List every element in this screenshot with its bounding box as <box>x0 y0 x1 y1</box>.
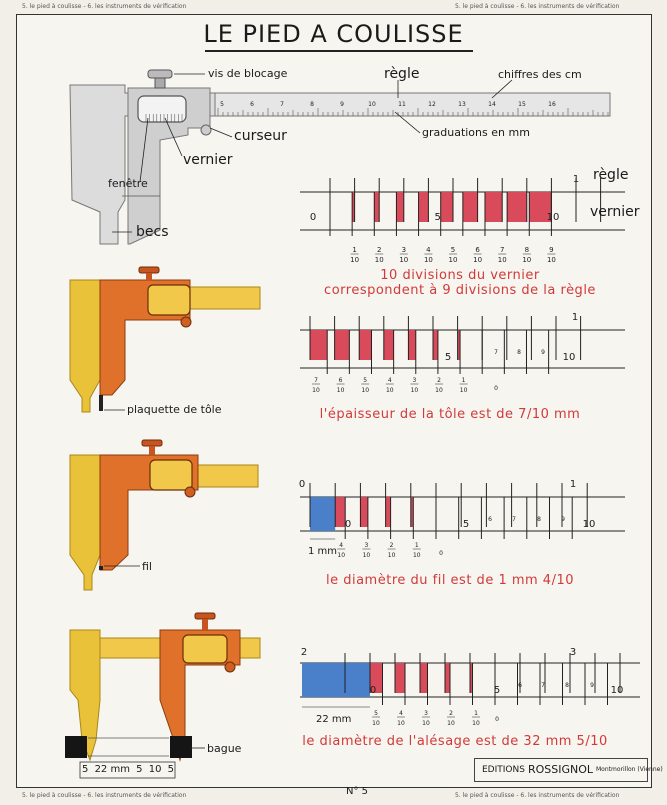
diff-bar <box>310 330 327 360</box>
fraction-den: 10 <box>372 720 380 727</box>
fraction-num: 6 <box>475 246 480 254</box>
caliper-tole <box>70 267 260 412</box>
vernier-five: 5 <box>434 212 441 223</box>
footer-brand: ROSSIGNOL <box>528 763 594 776</box>
fraction-num: 5 <box>374 710 378 717</box>
diff-bar <box>441 192 453 222</box>
diff-bar <box>433 330 438 360</box>
diff-bar <box>419 192 429 222</box>
label-nine: 9 <box>590 682 594 689</box>
dim-1mm: 1 mm <box>308 546 338 557</box>
label-nine: 9 <box>541 349 545 356</box>
mm-bar <box>310 497 335 531</box>
zero-mark: 0 <box>439 550 443 557</box>
regle-two: 2 <box>300 647 308 658</box>
ruler-cm-label: 10 <box>368 101 376 108</box>
fraction-den: 10 <box>312 387 320 394</box>
fraction-num: 3 <box>424 710 428 717</box>
label-fenetre: fenêtre <box>108 177 148 190</box>
fraction-num: 4 <box>399 710 403 717</box>
label-becs: becs <box>136 224 169 240</box>
fraction-num: 1 <box>474 710 478 717</box>
fraction-den: 10 <box>387 552 396 559</box>
fraction-den: 10 <box>497 256 507 264</box>
ruler-cm-label: 14 <box>488 101 496 108</box>
fraction-num: 1 <box>414 542 419 549</box>
margin-text-top-right: 5. le pied à coulisse - 6. les instruments de vérification <box>455 3 620 10</box>
label-eight: 8 <box>565 682 569 689</box>
diff-bar <box>507 192 527 222</box>
margin-text-top-left: 5. le pied à coulisse - 6. les instruments de vérification <box>22 3 187 10</box>
fraction-den: 10 <box>447 720 455 727</box>
ruler-cm-label: 8 <box>310 101 314 108</box>
label-six: 6 <box>488 516 492 523</box>
diff-bar <box>395 663 405 693</box>
ruler-cm-label: 12 <box>428 101 436 108</box>
fraction-num: 1 <box>352 246 357 254</box>
measure-part: 22 mm <box>94 764 130 775</box>
label-nine: 9 <box>561 516 565 523</box>
margin-text-bottom-right: 5. le pied à coulisse - 6. les instruments de vérification <box>455 792 620 799</box>
label-eight: 8 <box>517 349 521 356</box>
caption-vernier-line1: 10 divisions du vernier <box>380 268 540 283</box>
ruler-cm-label: 11 <box>398 101 406 108</box>
fraction-num: 7 <box>499 246 505 254</box>
fraction-num: 7 <box>314 377 318 384</box>
ruler-cm-label: 9 <box>340 101 344 108</box>
caliper-fil <box>70 440 258 590</box>
regle-one: 1 <box>572 174 580 185</box>
ruler-cm-label: 16 <box>548 101 556 108</box>
vernier-five: 5 <box>444 352 452 363</box>
label-six: 6 <box>518 682 522 689</box>
label-plaquette-de-tole: plaquette de tôle <box>127 403 222 416</box>
diff-bar <box>396 192 403 222</box>
diff-bar <box>386 497 391 527</box>
diff-bar <box>408 330 415 360</box>
measure-part: 5 <box>136 764 143 775</box>
label-fil: fil <box>142 560 152 573</box>
diff-bar <box>463 192 478 222</box>
diff-bar <box>335 330 350 360</box>
label-vis-de-blocage: vis de blocage <box>208 67 288 80</box>
diff-bar <box>420 663 428 693</box>
fraction-den: 10 <box>410 387 419 394</box>
bottom-measure <box>82 764 174 775</box>
diagram-label-vernier: vernier <box>590 204 640 220</box>
fraction-num: 4 <box>426 246 431 254</box>
fraction-den: 10 <box>350 256 360 264</box>
diff-bar <box>374 192 379 222</box>
footer-city: Montmorillon (Vienne) <box>596 766 663 773</box>
margin-text-bottom-left: 5. le pied à coulisse - 6. les instruments de vérification <box>22 792 187 799</box>
fraction-num: 3 <box>412 377 417 384</box>
measure-part: 5 <box>167 764 174 775</box>
ruler-cm-label: 6 <box>250 101 254 108</box>
vernier-ten: 10 <box>562 352 576 363</box>
label-graduations-en-mm: graduations en mm <box>422 126 530 139</box>
page-title: LE PIED A COULISSE <box>203 20 464 48</box>
mm-bar <box>302 663 370 697</box>
fraction-den: 10 <box>546 256 556 264</box>
fraction-num: 8 <box>524 246 530 254</box>
diff-bar <box>360 497 368 527</box>
fraction-den: 10 <box>361 387 370 394</box>
fraction-den: 10 <box>472 720 480 727</box>
fraction-den: 10 <box>374 256 384 264</box>
diff-bar <box>359 330 371 360</box>
measure-part: 10 <box>148 764 162 775</box>
diagram-label-regle: règle <box>593 167 629 183</box>
fraction-den: 10 <box>473 256 483 264</box>
ruler-cm-label: 13 <box>458 101 466 108</box>
vernier-zero: 0 <box>369 685 377 696</box>
fraction-den: 10 <box>522 256 532 264</box>
fraction-num: 9 <box>549 246 554 254</box>
vernier-diagrams <box>299 174 640 727</box>
fraction-num: 2 <box>389 542 394 549</box>
fraction-num: 2 <box>437 377 441 384</box>
fraction-den: 10 <box>435 387 443 394</box>
regle-three: 3 <box>569 647 577 658</box>
label-seven: 7 <box>541 682 545 689</box>
fraction-num: 3 <box>364 542 369 549</box>
caption-tole: l'épaisseur de la tôle est de 7/10 mm <box>319 407 581 422</box>
fraction-den: 10 <box>422 720 430 727</box>
fraction-num: 2 <box>449 710 453 717</box>
regle-one: 1 <box>569 479 577 490</box>
caption-vernier-line2: correspondent à 9 divisions de la règle <box>324 283 596 298</box>
vernier-five: 5 <box>493 685 501 696</box>
label-seven: 7 <box>494 349 498 356</box>
diff-bar <box>335 497 345 527</box>
fraction-num: 1 <box>461 377 466 384</box>
ruler-cm-label: 15 <box>518 101 526 108</box>
zero-mark: 0 <box>495 716 499 723</box>
vernier-zero: 0 <box>344 519 352 530</box>
measure-part: 5 <box>82 764 89 775</box>
regle-one: 1 <box>571 312 579 323</box>
fraction-den: 10 <box>337 552 346 559</box>
fraction-den: 10 <box>459 387 468 394</box>
regle-zero: 0 <box>298 479 306 490</box>
label-chiffres-des-cm: chiffres des cm <box>498 68 582 81</box>
vernier-ten: 10 <box>546 212 560 223</box>
fraction-den: 10 <box>362 552 371 559</box>
fraction-num: 3 <box>401 246 407 254</box>
fraction-den: 10 <box>399 256 409 264</box>
fraction-den: 10 <box>412 552 421 559</box>
fraction-num: 6 <box>338 377 343 384</box>
vernier-five: 5 <box>462 519 470 530</box>
label-bague: bague <box>207 742 242 755</box>
zero-mark: 0 <box>494 385 498 392</box>
fraction-num: 4 <box>339 542 344 549</box>
diff-bar <box>485 192 502 222</box>
ruler-cm-label: 5 <box>220 101 224 108</box>
fraction-den: 10 <box>423 256 433 264</box>
label-seven: 7 <box>512 516 516 523</box>
vernier-zero: 0 <box>309 212 317 223</box>
fraction-den: 10 <box>385 387 394 394</box>
caption-fil: le diamètre du fil est de 1 mm 4/10 <box>325 573 574 588</box>
ruler-cm-label: 7 <box>280 101 284 108</box>
footer-number: N° 5 <box>346 786 369 797</box>
fraction-den: 10 <box>397 720 405 727</box>
fraction-den: 10 <box>336 387 345 394</box>
label-vernier: vernier <box>183 152 233 168</box>
footer-editor: EDITIONS <box>482 765 525 775</box>
diff-bar <box>445 663 450 693</box>
label-regle: règle <box>384 66 420 82</box>
diff-bar <box>384 330 394 360</box>
fraction-den: 10 <box>448 256 458 264</box>
vernier-ten: 10 <box>610 685 624 696</box>
vernier-ten: 10 <box>582 519 596 530</box>
label-eight: 8 <box>537 516 541 523</box>
label-curseur: curseur <box>234 128 287 144</box>
fraction-num: 2 <box>376 246 382 254</box>
dim-22mm: 22 mm <box>316 714 352 725</box>
fraction-num: 4 <box>387 377 392 384</box>
fraction-num: 5 <box>363 377 368 384</box>
caption-alesage: le diamètre de l'alésage est de 32 mm 5/10 <box>302 734 608 749</box>
fraction-num: 5 <box>450 246 456 254</box>
